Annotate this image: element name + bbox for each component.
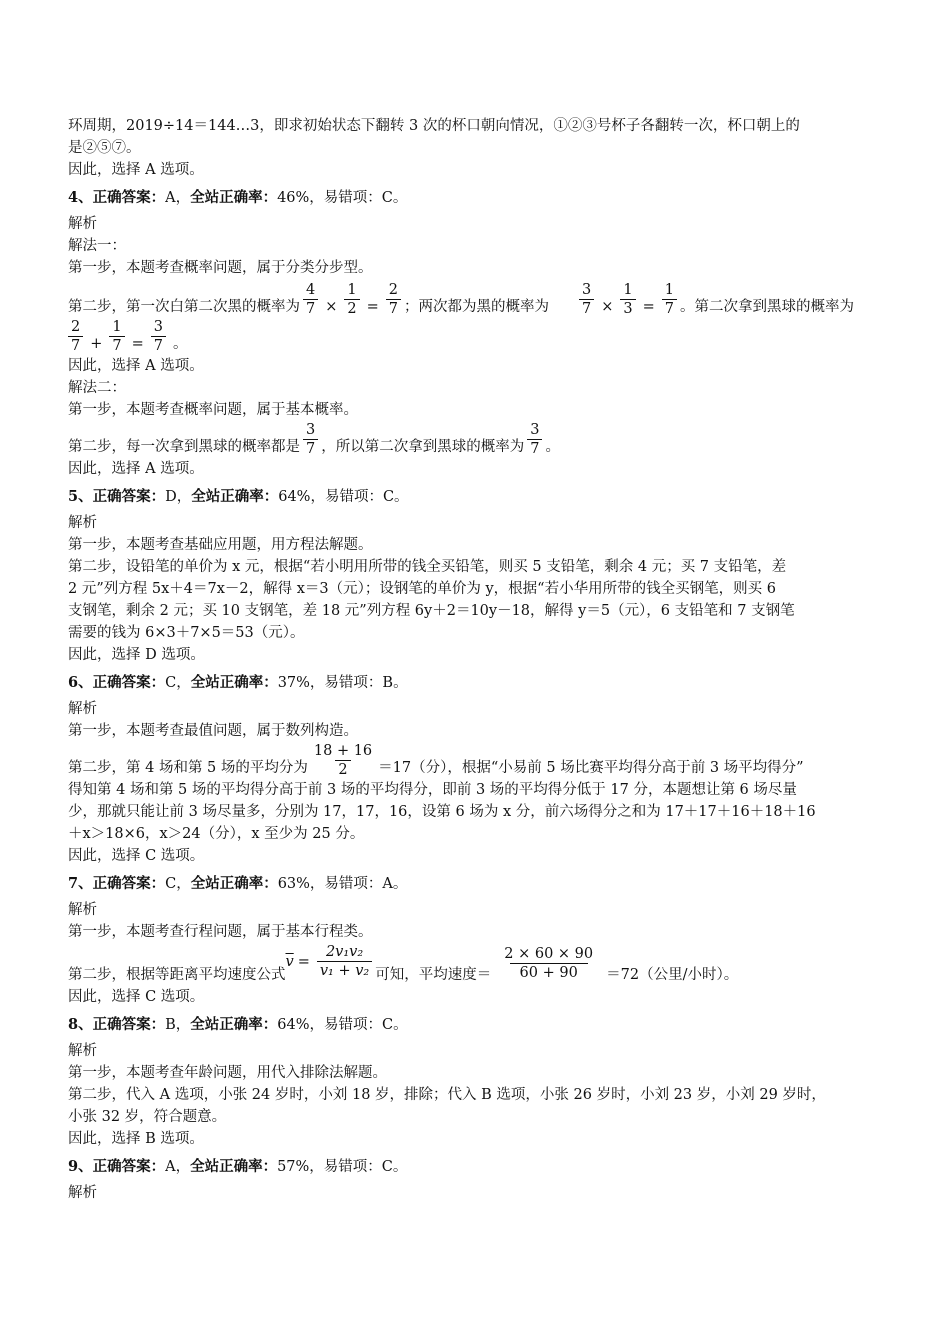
q8-analysis-label: 解析 — [68, 1043, 97, 1059]
fraction: $\frac{3}{7}$ — [303, 421, 318, 458]
q6-header: 6、正确答案：C，全站正确率：37%，易错项：B。 — [68, 674, 408, 691]
q4-conclusion-2: 因此，选择 A 选项。 — [68, 461, 204, 477]
q4-analysis-label: 解析 — [68, 216, 97, 232]
q6-step-2-line-2: 得知第 4 场和第 5 场的平均得分高于前 3 场的平均得分，即前 3 场的平均得分低于 17 分，本题想让第 6 场尽量 — [68, 782, 797, 798]
q6-step-1: 第一步，本题考查最值问题，属于数列构造。 — [68, 723, 358, 739]
q4-step-2-cont: $\frac{2}{7}$ + $\frac{1}{7}$ = $\frac{3}{7}$ 。 — [68, 318, 890, 355]
q8-header: 8、正确答案：B，全站正确率：64%，易错项：C。 — [68, 1016, 408, 1033]
fraction: $\frac{18 + 16}{2}$ — [313, 743, 373, 778]
fraction: $\frac{3}{7}$ — [151, 318, 166, 355]
q6-step-2: 第二步，第 4 场和第 5 场的平均分为 $\frac{18 + 16}{2}$ ＝17（分），根据“小易前 5 场比赛平均得分高于前 3 场平均得分” — [68, 743, 804, 778]
average-speed-formula: $\overline{v}$ = $\frac{\text{2v₁v₂}}{\text{v₁ + v₂}}$ — [286, 943, 376, 980]
q5-step-2-line-3: 支钢笔，剩余 2 元；买 10 支钢笔，差 18 元”列方程 6y＋2＝10y－18，解得 y＝5（元），6 支铅笔和 7 支钢笔 — [68, 603, 795, 619]
fraction: $\frac{2}{7}$ — [386, 281, 401, 318]
q4-method-1: 解法一： — [68, 238, 126, 254]
fraction: $\frac{1}{7}$ — [109, 318, 124, 355]
intro-line-2: 是②⑤⑦。 — [68, 140, 141, 156]
q7-header: 7、正确答案：C，全站正确率：63%，易错项：A。 — [68, 875, 408, 892]
q5-step-2-line-4: 需要的钱为 6×3＋7×5＝53（元）。 — [68, 625, 305, 641]
q4-method-2: 解法二： — [68, 380, 126, 396]
q4-step-2: 第二步，第一次白第二次黑的概率为 $\frac{4}{7}$ × $\frac{1}{2}$ = $\frac{2}{7}$ ；两次都为黑的概率为 $\frac{3}{7}$ × $\frac{1}{3}$ = $\frac{1}{7}$ 。第二次拿到黑球的概率为 — [68, 282, 855, 317]
q8-step-2-line-2: 小张 32 岁，符合题意。 — [68, 1109, 227, 1125]
q4-header: 4、正确答案：A，全站正确率：46%，易错项：C。 — [68, 189, 408, 206]
q9-analysis-label: 解析 — [68, 1185, 97, 1201]
document-page — [68, 115, 890, 1204]
q5-conclusion: 因此，选择 D 选项。 — [68, 647, 205, 663]
intro-conclusion: 因此，选择 A 选项。 — [68, 162, 204, 178]
fraction: $\frac{1}{3}$ — [620, 281, 635, 318]
q7-conclusion: 因此，选择 C 选项。 — [68, 989, 205, 1005]
q4-step-1: 第一步，本题考查概率问题，属于分类分步型。 — [68, 260, 373, 276]
q6-step-2-line-3: 少，那就只能让前 3 场尽量多，分别为 17，17，16，设第 6 场为 x 分，前六场得分之和为 17＋17＋16＋18＋16 — [68, 804, 816, 820]
fraction: $\frac{1}{2}$ — [344, 281, 359, 318]
q5-header: 5、正确答案：D，全站正确率：64%，易错项：C。 — [68, 488, 409, 505]
q6-conclusion: 因此，选择 C 选项。 — [68, 848, 205, 864]
q8-step-2-line-1: 第二步，代入 A 选项，小张 24 岁时，小刘 18 岁，排除；代入 B 选项，小张 26 岁时，小刘 23 岁，小刘 29 岁时， — [68, 1087, 826, 1103]
q7-step-2: 第二步，根据等距离平均速度公式 $\overline{v}$ = $\frac{\text{2v₁v₂}}{\text{v₁ + v₂}}$ 可知，平均速度＝ $\frac{2 \times 60 \times 90}{60 + 90}$ ＝72（公里/小时）。 — [68, 944, 739, 983]
q4-step-4: 第二步，每一次拿到黑球的概率都是 $\frac{3}{7}$ ，所以第二次拿到黑球的概率为 $\frac{3}{7}$ 。 — [68, 422, 560, 457]
q5-analysis-label: 解析 — [68, 515, 97, 531]
q7-step-1: 第一步，本题考查行程问题，属于基本行程类。 — [68, 924, 373, 940]
q5-step-1: 第一步，本题考查基础应用题，用方程法解题。 — [68, 537, 373, 553]
q8-conclusion: 因此，选择 B 选项。 — [68, 1131, 204, 1147]
fraction: $\frac{3}{7}$ — [527, 421, 542, 458]
fraction: $\frac{2 \times 60 \times 90}{60 + 90}$ — [504, 946, 594, 981]
q4-conclusion-1: 因此，选择 A 选项。 — [68, 358, 204, 374]
fraction: $\frac{4}{7}$ — [303, 281, 318, 318]
q6-analysis-label: 解析 — [68, 701, 97, 717]
intro-line-1: 环周期，2019÷14＝144…3，即求初始状态下翻转 3 次的杯口朝向情况，①②③号杯子各翻转一次，杯口朝上的 — [68, 118, 800, 134]
fraction: $\frac{\text{2v₁v₂}}{\text{v₁ + v₂}}$ — [317, 943, 372, 980]
q9-header: 9、正确答案：A，全站正确率：57%，易错项：C。 — [68, 1158, 408, 1175]
q5-step-2-line-1: 第二步，设铅笔的单价为 x 元，根据“若小明用所带的钱全买铅笔，则买 5 支铅笔，剩余 4 元；买 7 支铅笔，差 — [68, 559, 787, 575]
fraction: $\frac{3}{7}$ — [579, 281, 594, 318]
fraction: $\frac{2}{7}$ — [68, 318, 83, 355]
q6-step-2-line-4: ＋x＞18×6，x＞24（分），x 至少为 25 分。 — [68, 826, 365, 842]
q7-analysis-label: 解析 — [68, 902, 97, 918]
q4-step-3: 第一步，本题考查概率问题，属于基本概率。 — [68, 402, 358, 418]
q5-step-2-line-2: 2 元”列方程 5x＋4＝7x－2，解得 x＝3（元）；设钢笔的单价为 y，根据“若小华用所带的钱全买钢笔，则买 6 — [68, 581, 776, 597]
fraction: $\frac{1}{7}$ — [662, 281, 677, 318]
q8-step-1: 第一步，本题考查年龄问题，用代入排除法解题。 — [68, 1065, 387, 1081]
